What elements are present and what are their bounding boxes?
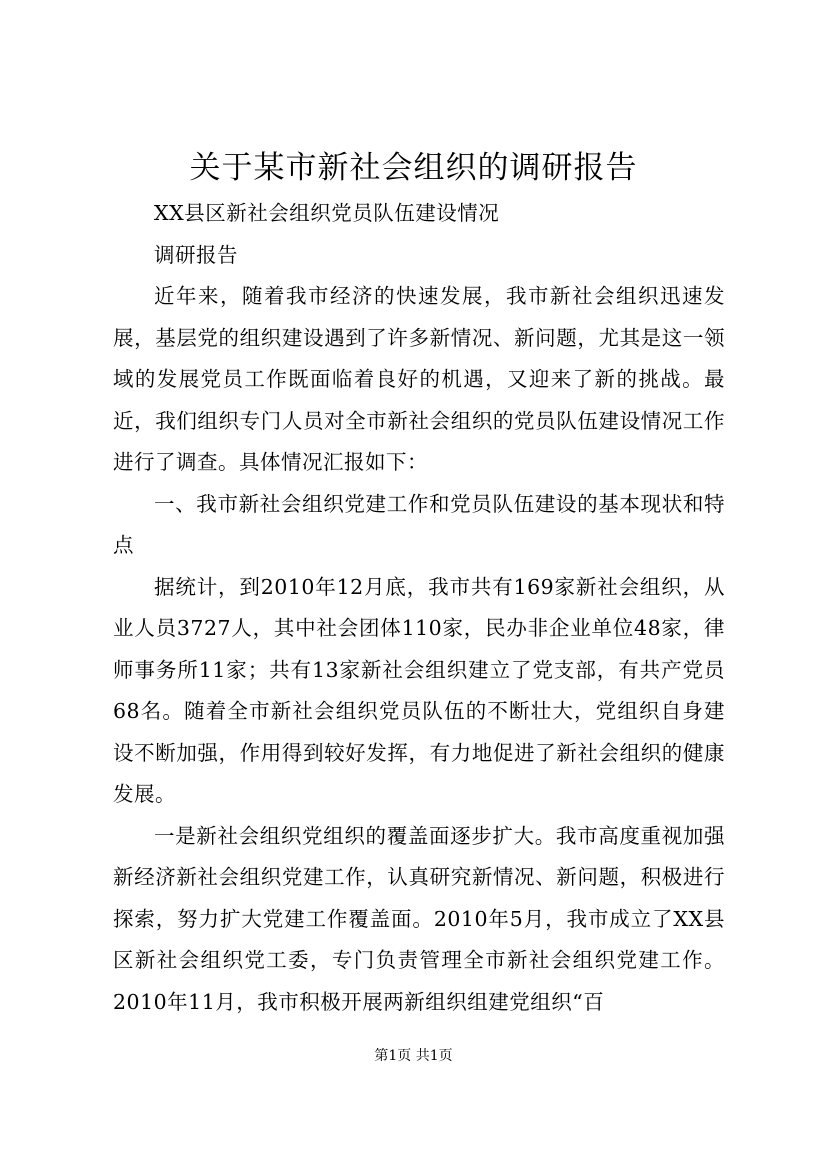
page-footer: 第1页 共1页 xyxy=(374,1048,453,1064)
subtitle-line-2: 调研报告 xyxy=(154,242,238,267)
section-heading: 一、我市新社会组织党建工作和党员队伍建设的基本现状和特点 xyxy=(113,491,725,557)
statistics-paragraph: 据统计，到2010年12月底，我市共有169家新社会组织，从业人员3727人，其中社会团体110家，民办非企业单位48家，律师事务所11家；共有13家新社会组织建立了党支部，有共产党员68名。随着全市新社会组织党员队伍的不断壮大，党组织自身建设不断加强，作用得到较好发挥，有力地促进了新社会组织的健康发展。 xyxy=(113,574,725,806)
document-title: 关于某市新社会组织的调研报告 xyxy=(189,150,638,186)
coverage-paragraph: 一是新社会组织党组织的覆盖面逐步扩大。我市高度重视加强新经济新社会组织党建工作，认真研究新情况、新问题，积极进行探索，努力扩大党建工作覆盖面。2010年5月，我市成立了XX县区新社会组织党工委，专门负责管理全市新社会组织党建工作。2010年11月，我市积极开展两新组织组建党组织“百 xyxy=(113,823,725,1014)
document-body xyxy=(113,193,725,1023)
intro-paragraph: 近年来，随着我市经济的快速发展，我市新社会组织迅速发展，基层党的组织建设遇到了许多新情况、新问题，尤其是这一领域的发展党员工作既面临着良好的机遇，又迎来了新的挑战。最近，我们组织专门人员对全市新社会组织的党员队伍建设情况工作进行了调查。具体情况汇报如下： xyxy=(113,284,725,474)
subtitle-line-1: XX县区新社会组织党员队伍建设情况 xyxy=(154,201,500,225)
